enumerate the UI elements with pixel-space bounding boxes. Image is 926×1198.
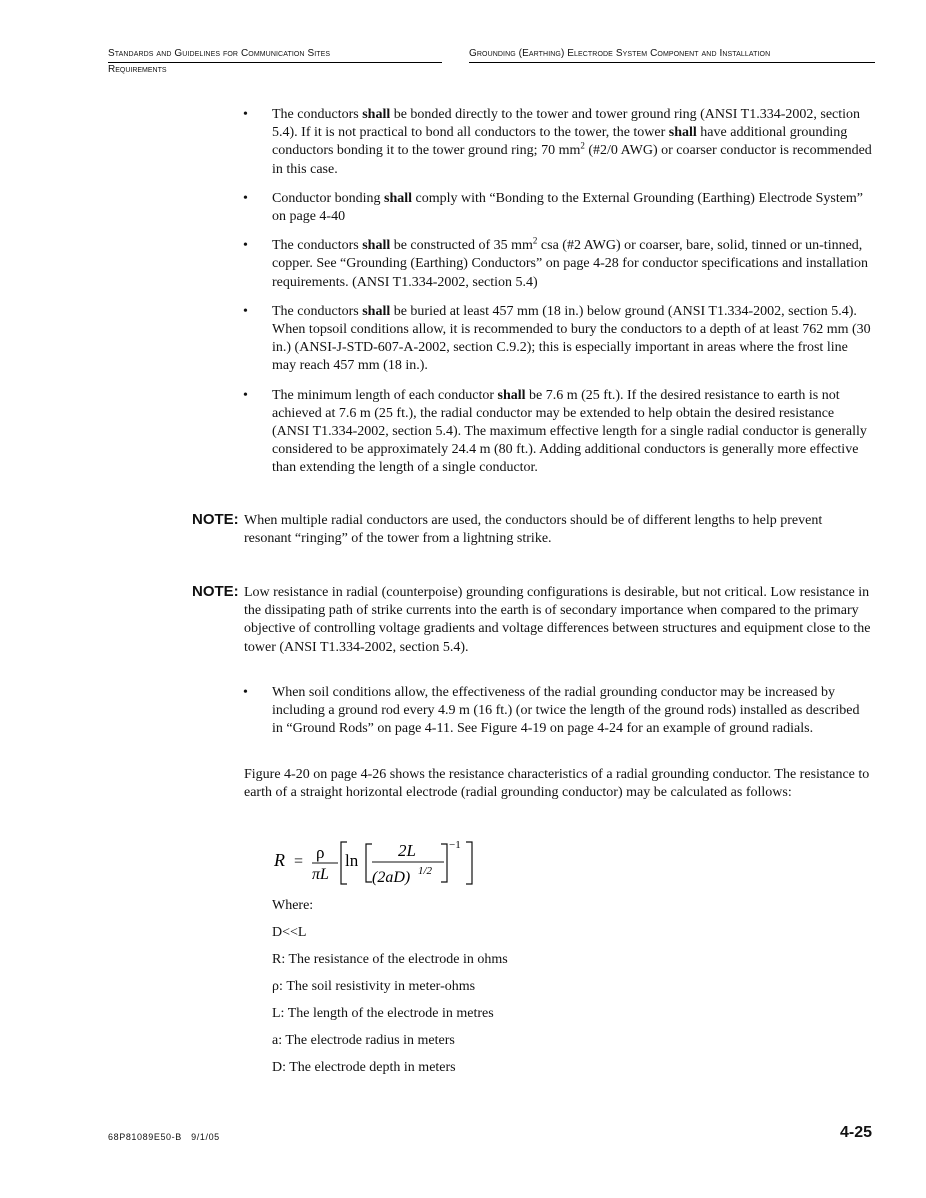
running-header-left-line2: Requirements bbox=[108, 64, 167, 75]
footer-doc-id: 68P81089E50-B 9/1/05 bbox=[108, 1132, 220, 1142]
eq-outer-exponent: −1 bbox=[449, 839, 461, 851]
note-block bbox=[192, 512, 872, 548]
note-label: NOTE: bbox=[192, 583, 239, 600]
resistance-paragraph: Figure 4-20 on page 4-26 shows the resistance characteristics of a radial grounding conductor. The resistance to earth of a straight horizontal electrode (radial grounding conductor) may be calculated as follows: bbox=[244, 767, 870, 801]
list-item: • The conductors shall be constructed of 35 $mm^2$ csa (#2 AWG) or coarser, bare, solid, tinned or un-tinned, copper. See “Grounding (Earthing) Conductors” on page 4-28 for conductor specifications and installation requirements. (ANSI T1.334-2002, section 5.4) bbox=[243, 235, 868, 290]
list-item: • Conductor bonding shall comply with “Bonding to the External Grounding (Earthing) Electrode System” on page 4-40 bbox=[243, 190, 864, 225]
page-number: 4-25 bbox=[839, 1124, 872, 1141]
list-item: • The conductors shall be bonded directly to the tower and tower ground ring (ANSI T1.334-2002, section 5.4). If it is not practical to bond all conductors to the tower, the tower shall have additional grounding conductors bonding it to the tower ground ring; 70 $mm^2$ (#2/0 AWG) or coarser conductor is recommended in this case. bbox=[243, 107, 872, 177]
soil-bullet-list bbox=[240, 684, 872, 750]
definition-line: D: The electrode depth in meters bbox=[272, 1060, 456, 1075]
definition-line: a: The electrode radius in meters bbox=[272, 1033, 455, 1048]
list-item: • When soil conditions allow, the effectiveness of the radial grounding conductor may be increased by including a ground rod every 4.9 m (16 ft.) (or twice the length of the ground rods) installed as described in “Ground Rods” on page 4-11. See Figure 4-19 on page 4-24 for an example of ground radials. bbox=[243, 685, 860, 737]
definition-line: D<<L bbox=[272, 925, 307, 940]
eq-numerator: 2L bbox=[398, 841, 416, 860]
note-text: Low resistance in radial (counterpoise) grounding configurations is desirable, but not critical. Low resistance in the dissipating path of strike currents into the earth is of secondary importance when compared to the primary objective of controlling voltage gradients and voltage differences between structures and equipment close to the tower (ANSI T1.334-2002, section 5.4). bbox=[244, 585, 871, 655]
definition-line: R: The resistance of the electrode in ohms bbox=[272, 952, 508, 967]
running-header-left: Standards and Guidelines for Communication Sites bbox=[108, 48, 442, 63]
bullet-icon: • bbox=[243, 387, 248, 403]
list-item: • The conductors shall be buried at least 457 mm (18 in.) below ground (ANSI T1.334-2002, section 5.4). When topsoil conditions allow, it is recommended to bury the conductors to a depth of at least 762 mm (30 in.) (ANSI-J-STD-607-A-2002, section C.9.2); this is especially important in areas where the frost line may reach 457 mm (18 in.). bbox=[243, 303, 871, 374]
eq-denominator-exponent: 1/2 bbox=[418, 865, 433, 877]
bullet-icon: • bbox=[243, 107, 248, 122]
variable-definitions bbox=[272, 897, 508, 1086]
eq-pi-l: πL bbox=[312, 866, 329, 883]
running-header-right: Grounding (Earthing) Electrode System Component and Installation bbox=[469, 48, 875, 63]
note-label: NOTE: bbox=[192, 511, 239, 528]
bullet-icon: • bbox=[243, 238, 248, 254]
eq-lhs: R bbox=[274, 850, 285, 870]
note-block bbox=[192, 584, 872, 657]
eq-denominator: (2aD) bbox=[372, 869, 411, 886]
eq-outer-bracket-right bbox=[466, 842, 472, 884]
bullet-icon: • bbox=[243, 303, 248, 319]
definition-line: ρ: The soil resistivity in meter-ohms bbox=[272, 979, 476, 994]
definition-line: Where: bbox=[272, 898, 314, 913]
eq-ln: ln bbox=[345, 851, 359, 870]
requirements-bullet-list bbox=[240, 106, 872, 489]
eq-inner-bracket-right bbox=[441, 844, 447, 882]
bullet-icon: • bbox=[243, 190, 248, 206]
note-text: When multiple radial conductors are used, the conductors should be of different lengths to help prevent resonant “ringing” of the tower from a lightning strike. bbox=[244, 513, 823, 547]
eq-equals: = bbox=[294, 853, 304, 870]
bullet-icon: • bbox=[243, 685, 248, 700]
eq-rho: ρ bbox=[316, 843, 325, 862]
definition-line: L: The length of the electrode in metres bbox=[272, 1006, 494, 1021]
resistance-equation bbox=[272, 836, 532, 892]
list-item: • The minimum length of each conductor shall be 7.6 m (25 ft.). If the desired resistance to earth is not achieved at 7.6 m (25 ft.), the radial conductor may be extended to help obtain the desired resistance (ANSI T1.334-2002, section 5.4). The maximum effective length for a single radial conductor is generally considered to be approximately 24.4 m (80 ft.). Adding additional conductors is generally more effective than extending the length of a single conductor. bbox=[243, 387, 867, 476]
